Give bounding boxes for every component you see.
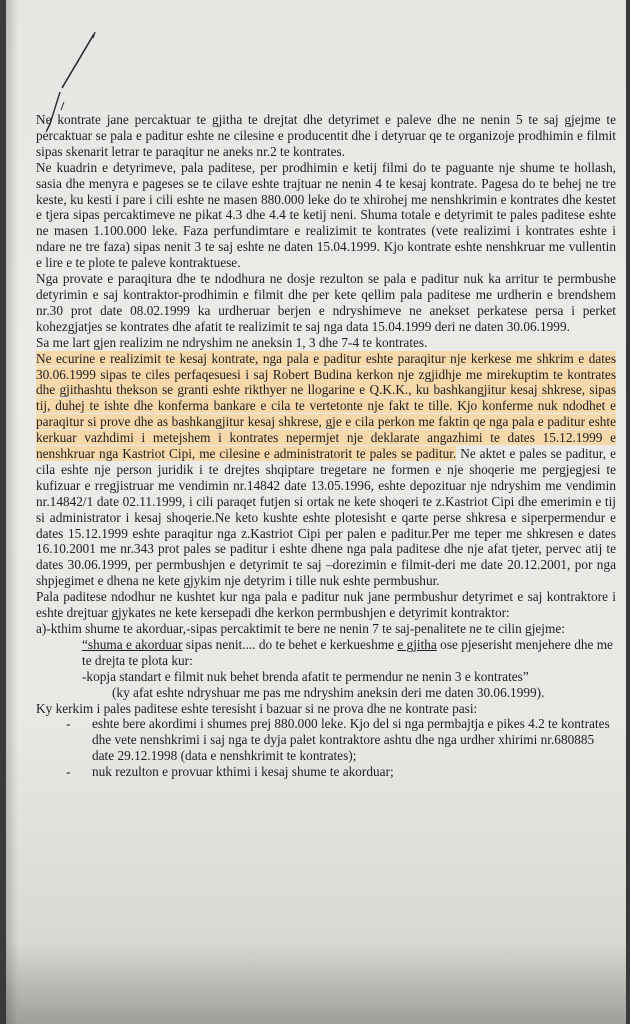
- quote-line-1: [82, 637, 616, 669]
- document-page: [6, 0, 626, 1024]
- bullet-dash: -: [66, 716, 71, 732]
- contract-quote: [36, 637, 616, 701]
- paragraph-claim-a: a)-kthim shume te akorduar,-sipas percaktimit te bere ne nenin 7 te saj-penalitete ne te cilin gjejme:: [36, 621, 565, 636]
- list-item-text: eshte bere akordimi i shumes prej 880.000 leke. Kjo del si nga permbajtja e pikes 4.2 te kontrates dhe vete nenshkrimi i saj nga te dyja palet kontraktore ashtu dhe nga urdher xhirimi nr.680885 date 29.12.1998 (data e nenshkrimit te kontrates);: [92, 716, 610, 764]
- paragraph-payment-obligations: Ne kuadrin e detyrimeve, pala paditese, per prodhimin e ketij filmi do te paguante nje shume te hollash, sasia dhe menyra e pageses se te cilave eshte trajtuar ne nenin 4 te kesaj kontrate. Pagesa do te behej ne tre keste, ku kesti i pare i cili eshte ne masen 880.000 leke do te xhirohej me nenshkrimin e kontrates dhe kestet e tjera sipas percaktimeve ne pikat 4.3 dhe 4.4 te ketij neni. Shuma totale e detyrimit te pales paditese eshte ne masen 1.100.000 leke. Faza perfundimtare e realizimit te kontrates (vete realizimi i kontrates eshte i ndare ne tre faza) sipas nenit 3 te saj eshte ne daten 15.04.1999. Kjo kontrate eshte nenshkruar me vullentin e lire e te plote te paleve kontraktuese.: [36, 159, 616, 271]
- list-item: [36, 764, 616, 780]
- quote-end: ose pjeserisht menjehere dhe me te drejta te plota kur:: [82, 636, 613, 668]
- quote-line-3: (ky afat eshte ndryshuar me pas me ndryshim aneksin deri me daten 30.06.1999).: [112, 684, 545, 700]
- quote-mid: sipas nenit.... do te behet e kerkueshme: [182, 636, 398, 652]
- quote-underlined-1: “shuma e akorduar: [82, 636, 183, 652]
- highlighted-passage: Ne ecurine e realizimit te kesaj kontrate, nga pala e paditur eshte paraqitur nje kerkese me shkrim e dates 30.06.1999 sipas te ciles perfaqesuesi i saj Robert Budina kerkon nje zgjidhje me mirekuptim te kontrates dhe gjithashtu thekson se granti eshte rikthyer ne llogarine e Q.K.K., ku bashkangjitur kesaj shkrese, sipas tij, duhej te ishte dhe konferma bankare e cila te vertetonte nje fakt te tille. Kjo konferme nuk ndodhet e paraqitur si prove dhe as bashkangjitur kesaj shkrese, gje e cila perkon me faktin qe nga pala e paditur eshte kerkuar vazhdimi i metejshem i kontrates nepermjet nje deklarate angazhimi te dates 15.12.1999 e nenshkruar nga Kastriot Cipi, me cilesine e administratorit te pales se paditur.: [36, 350, 616, 462]
- paragraph-annex-changes: Sa me lart gjen realizim ne ndryshim ne aneksin 1, 3 dhe 7-4 te kontrates.: [36, 334, 428, 350]
- paragraph-evidence: Nga provate e paraqitura dhe te ndodhura ne dosje rezulton se pala e paditur nuk ka arritur te permbushe detyrimin e saj kontraktor-prodhimin e filmit dhe per kete qellim pala paditese me urdherin e brendshem nr.30 prot date 08.02.1999 ka urdheruar berjen e ndryshimeve ne anekset perkatese persa i perket kohezgjatjes se kontrates dhe afatit te realizimit te saj nga data 15.04.1999 deri ne daten 30.06.1999.: [36, 271, 616, 334]
- document-body: [36, 112, 616, 780]
- quote-underlined-2: e gjitha: [397, 636, 437, 652]
- paragraph-contract-execution-rest: Ne aktet e pales se paditur, e cila eshte nje person juridik i te drejtes shqiptare tregetare ne formen e nje shoqerie me pergjegjesi te kufizuar e rregjistruar me vendimin nr.14842 date 13.05.1996, eshte depozituar nje ndryshim me vendimin nr.14842/1 date 02.11.1999, i cili paraqet futjen si ortak ne kete shoqeri te z.Kastriot Cipi dhe emerimin e tij si administrator i kesaj shoqerie.Ne keto kushte eshte plotesisht e qarte perse shkresa e siperpermendur e dates 15.12.1999 eshte paraqitur nga z.Kastriot Cipi per palen e paditur.Per me teper me shkresen e dates 16.10.2001 me nr.343 prot pales se paditur i eshte dhene nga pala paditese dhe nje afat tjeter, pervec atij te dates 30.06.1999, per permbushjen e detyrimit te saj –dorezimin e filmit-deri me date 20.12.2001, por nga shpjegimet e dhena ne kete gjykim nje detyrim i tille nuk eshte permbushur.: [36, 446, 616, 589]
- list-item: [36, 716, 616, 764]
- paragraph-plaintiff-claim: Pala paditese ndodhur ne kushtet kur nga pala e paditur nuk jane permbushur detyrimet e saj kontraktore i eshte drejtuar gjykates ne kete kersepadi dhe kerkon permbushjen e detyrimit kontraktor:: [36, 589, 616, 621]
- paragraph-contract-rights: Ne kontrate jane percaktuar te gjitha te drejtat dhe detyrimet e paleve dhe ne nenin 5 te saj gjejme te percaktuar se pala e paditur eshte ne cilesine e producentit dhe i detyruar qe te organizoje prodhimin e filmit sipas skenarit letrar te paraqitur ne aneks nr.2 te kontrates.: [36, 112, 616, 159]
- quote-line-2: -kopja standart e filmit nuk behet brenda afatit te permendur ne nenin 3 e kontrates”: [82, 668, 529, 684]
- bullet-dash: -: [66, 764, 71, 780]
- list-item-text: nuk rezulton e provuar kthimi i kesaj shume te akorduar;: [92, 764, 394, 780]
- paragraph-claim-basis: Ky kerkim i pales paditese eshte teresisht i bazuar si ne prova dhe ne kontrate pasi:: [36, 700, 478, 716]
- paragraph-contract-execution: [36, 351, 616, 590]
